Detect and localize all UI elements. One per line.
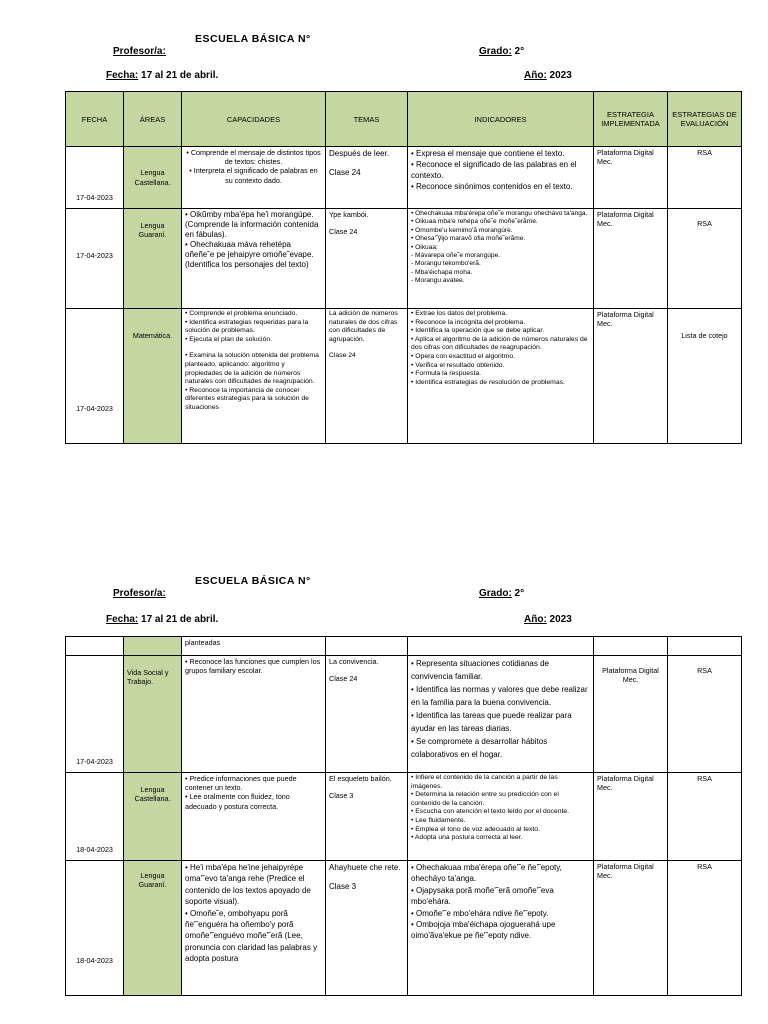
spacer bbox=[185, 344, 322, 352]
school-title: ESCUELA BÁSICA N° bbox=[195, 33, 311, 45]
row-evaluation: RSA bbox=[668, 209, 742, 309]
indicator-line: • Representa situaciones cotidianas de convivencia familiar. bbox=[411, 659, 549, 681]
table-row bbox=[66, 656, 742, 773]
date-value: 17 al 21 de abril. bbox=[138, 70, 219, 81]
plan-table-page2 bbox=[65, 636, 742, 996]
row-topic bbox=[326, 773, 408, 861]
topic-line: Clase 3 bbox=[329, 882, 357, 891]
row-date: 17-04-2023 bbox=[66, 147, 124, 209]
indicator-line: • Se compromete a desarrollar hábitos colaborativos en el hogar. bbox=[411, 737, 548, 759]
row-strategy: Plataforma Digital Mec. bbox=[594, 656, 668, 773]
indicator-line: • Ohechakuaa mba'érepa oñe'˜e ñe'˜epoty, ohecháyo ta'anga. bbox=[411, 863, 562, 884]
row-topic bbox=[326, 147, 408, 209]
indicator-line: • Oikuaa: bbox=[411, 243, 438, 251]
row-indicators bbox=[408, 656, 594, 773]
indicator-line: - Mba'éichapa moha. bbox=[411, 268, 473, 276]
year-value: 2023 bbox=[546, 614, 572, 625]
year-label: Año: bbox=[524, 70, 547, 81]
capacity-line: • Identifica estrategias requeridas para la solución de problemas. bbox=[185, 318, 309, 335]
indicator-line: • Aplica el algoritmo de la adición de números naturales de dos cifras con dificultades de reagrupación. bbox=[411, 335, 588, 352]
indicator-line: • Infiere el contenido de la canción a partir de las imágenes. bbox=[411, 774, 558, 790]
teacher-label: Profesor/a: bbox=[113, 46, 166, 57]
spacer bbox=[329, 666, 404, 674]
indicator-line: • Lee fluidamente. bbox=[411, 816, 466, 824]
grade-field bbox=[479, 46, 524, 57]
grade-value: 2° bbox=[511, 588, 525, 599]
row-capacities bbox=[182, 656, 326, 773]
row-area: Matemática. bbox=[124, 309, 182, 444]
table-row bbox=[66, 147, 742, 209]
row-evaluation: RSA bbox=[668, 147, 742, 209]
row-date: 18-04-2023 bbox=[66, 861, 124, 996]
indicator-line: • Identifica la operación que se debe aplicar. bbox=[411, 327, 545, 335]
topic-line: Clase 24 bbox=[329, 352, 356, 360]
row-capacities bbox=[182, 147, 326, 209]
indicator-line: • Identifica estrategias de resolución de problemas. bbox=[411, 378, 565, 386]
indicator-line: • Identifica las tareas que puede realizar para ayudar en las tareas diarias. bbox=[411, 711, 572, 733]
row-area: Lengua Castellana. bbox=[124, 147, 182, 209]
capacity-line: • Predice informaciones que puede contener un texto. bbox=[185, 774, 297, 793]
topic-line: La convivencia. bbox=[329, 657, 379, 666]
capacity-line: • Ejecuta el plan de solución. bbox=[185, 335, 273, 343]
date-label: Fecha: bbox=[106, 70, 139, 81]
carry-area bbox=[124, 637, 182, 656]
capacity-line: • Oikũmby mba'épa he'i morangúpe. (Comprende la información contenida en fábulas). bbox=[185, 210, 319, 239]
capacity-line: • Comprende el mensaje de distintos tipos de textos: chistes. bbox=[186, 148, 321, 167]
date-field bbox=[106, 70, 218, 81]
row-capacities bbox=[182, 861, 326, 996]
grade-label: Grado: bbox=[479, 46, 512, 57]
row-topic bbox=[326, 656, 408, 773]
topic-line: Después de leer. bbox=[329, 149, 390, 158]
row-indicators bbox=[408, 209, 594, 309]
row-area: Lengua Guaraní. bbox=[124, 209, 182, 309]
capacity-line: • Comprende el problema enunciado. bbox=[185, 310, 298, 317]
spacer bbox=[329, 344, 404, 352]
indicator-line: - Morangu tekombo'erã. bbox=[411, 260, 481, 268]
row-indicators bbox=[408, 147, 594, 209]
table-row bbox=[66, 209, 742, 309]
grade-field bbox=[479, 588, 524, 599]
grade-label: Grado: bbox=[479, 588, 512, 599]
teacher-label: Profesor/a: bbox=[113, 588, 166, 599]
header-estrategia: ESTRATEGIA IMPLEMENTADA bbox=[594, 92, 668, 147]
row-area: Lengua Castellana. bbox=[124, 773, 182, 861]
year-field bbox=[524, 614, 572, 625]
carry-indicators bbox=[408, 637, 594, 656]
topic-line: Clase 3 bbox=[329, 791, 354, 801]
row-strategy: Plataforma Digital Mec. bbox=[594, 773, 668, 861]
indicator-line: • Emplea el tono de voz adecuado al texto. bbox=[411, 825, 540, 833]
indicator-line: • Ohechakuaa mba'érepa oñe˜e morangu ohechávo ta'anga. bbox=[411, 210, 588, 217]
carry-evaluation bbox=[668, 637, 742, 656]
row-evaluation: RSA bbox=[668, 773, 742, 861]
row-strategy: Plataforma Digital Mec. bbox=[594, 147, 668, 209]
header-row bbox=[66, 92, 742, 147]
row-strategy: Plataforma Digital Mec. bbox=[594, 861, 668, 996]
indicator-line: • Ohesa'˜ỹijo maravõ ofia moñe˜erãme. bbox=[411, 235, 526, 243]
capacity-line: • Ohechakuaa máva rehetépa oñeñe˜e pe jehaipyre omoñe˜evape. (Identifica los personajes del texto) bbox=[185, 240, 314, 269]
year-value: 2023 bbox=[546, 70, 572, 81]
row-capacities bbox=[182, 773, 326, 861]
table-row bbox=[66, 637, 742, 656]
header-areas: ÁREAS bbox=[124, 92, 182, 147]
indicator-line: - Morangu avatee. bbox=[411, 277, 465, 285]
row-capacities bbox=[182, 309, 326, 444]
spacer bbox=[329, 783, 404, 791]
indicator-line: • Oikuaa mba'e rehépa oñe˜e moñe˜erãme. bbox=[411, 218, 538, 226]
carry-capacities: planteadas bbox=[182, 637, 326, 656]
row-evaluation: RSA bbox=[668, 861, 742, 996]
date-field bbox=[106, 614, 218, 625]
topic-line: Clase 24 bbox=[329, 227, 358, 237]
capacity-line: • Interpreta el significado de palabras en su contexto dado. bbox=[189, 166, 318, 185]
row-indicators bbox=[408, 773, 594, 861]
indicator-line: • Escucha con atención el texto leído por el docente. bbox=[411, 808, 570, 816]
row-area: Lengua Guaraní. bbox=[124, 861, 182, 996]
grade-value: 2° bbox=[511, 46, 525, 57]
indicator-line: • Opera con exactitud el algoritmo. bbox=[411, 352, 516, 360]
indicator-line: • Verifica el resultado obtenido. bbox=[411, 361, 505, 369]
spacer bbox=[329, 873, 404, 881]
topic-line: El esqueleto bailón. bbox=[329, 774, 392, 783]
topic-line: Clase 24 bbox=[329, 168, 361, 177]
indicator-line: • Ombojoja mba'éichapa ojoguerahá upe oimo'ãva'ekue pe ñe'˜epoty ndive. bbox=[411, 920, 556, 941]
spacer bbox=[329, 159, 404, 167]
date-value: 17 al 21 de abril. bbox=[138, 614, 219, 625]
row-strategy: Plataforma Digital Mec. bbox=[594, 309, 668, 444]
table-row bbox=[66, 861, 742, 996]
indicator-line: • Reconoce la incógnita del problema. bbox=[411, 318, 526, 326]
capacity-line: • Omoñe˜e, ombohyapu porã ñe'˜enguéra ha oñembo'y porã omoñe'˜enguévo moñe'˜erã (Lee, pronuncia con claridad las palabras y adopta postura bbox=[185, 908, 318, 964]
capacity-line: • Reconoce la importancia de conocer diferentes estrategias para la solución de situaciones bbox=[185, 386, 309, 411]
indicator-line: - Mávarepa oñe˜e morangúpe. bbox=[411, 252, 501, 260]
carry-topic bbox=[326, 637, 408, 656]
indicator-line: • Adopta una postura correcta al leer. bbox=[411, 834, 523, 842]
row-strategy: Plataforma Digital Mec. bbox=[594, 209, 668, 309]
indicator-line: • Reconoce el significado de las palabras en el contexto. bbox=[411, 160, 577, 180]
header-indicadores: INDICADORES bbox=[408, 92, 594, 147]
row-capacities bbox=[182, 209, 326, 309]
row-area: Vida Social y Trabajo. bbox=[124, 656, 182, 773]
topic-line: Ype kambói. bbox=[329, 210, 369, 219]
indicator-line: • Ojapysaka porã moñe'˜erã omoñe'˜eva mbo'ehára. bbox=[411, 885, 554, 907]
row-topic bbox=[326, 309, 408, 444]
header-capacidades: CAPACIDADES bbox=[182, 92, 326, 147]
row-indicators bbox=[408, 861, 594, 996]
topic-line: Clase 24 bbox=[329, 674, 358, 684]
indicator-line: • Extrae los datos del problema. bbox=[411, 310, 508, 317]
indicator-line: • Expresa el mensaje que contiene el texto. bbox=[411, 149, 565, 158]
indicator-line: • Reconoce sinónimos contenidos en el texto. bbox=[411, 182, 573, 191]
topic-line: Ahayhuete che rete. bbox=[329, 863, 401, 872]
row-evaluation: RSA bbox=[668, 656, 742, 773]
row-evaluation: Lista de cotejo bbox=[668, 309, 742, 444]
indicator-line: • Omombe'u kemimo'ã morangúre. bbox=[411, 226, 513, 234]
carry-date bbox=[66, 637, 124, 656]
indicator-line: • Omoñe'˜e mbo'ehára ndive ñe'˜epoty. bbox=[411, 908, 549, 918]
table-row bbox=[66, 309, 742, 444]
topic-line: La adición de números naturales de dos cifras con dificultades de agrupación. bbox=[329, 310, 398, 343]
school-title: ESCUELA BÁSICA N° bbox=[195, 575, 311, 587]
carry-strategy bbox=[594, 637, 668, 656]
indicator-line: • Formula la respuesta. bbox=[411, 370, 481, 378]
date-label: Fecha: bbox=[106, 614, 139, 625]
row-date: 17-04-2023 bbox=[66, 309, 124, 444]
year-label: Año: bbox=[524, 614, 547, 625]
row-topic bbox=[326, 861, 408, 996]
capacity-line: • Reconoce las funciones que cumplen los grupos familiary escolar. bbox=[185, 657, 321, 676]
row-date: 17-04-2023 bbox=[66, 209, 124, 309]
indicator-line: • Determina la relación entre su predicción con el contenido de la canción. bbox=[411, 791, 559, 807]
row-indicators bbox=[408, 309, 594, 444]
header-temas: TEMAS bbox=[326, 92, 408, 147]
indicator-line: • Identifica las normas y valores que debe realizar en la familia para la buena convivencia. bbox=[411, 685, 588, 707]
header-fecha: FECHA bbox=[66, 92, 124, 147]
capacity-line: • Lee oralmente con fluidez, tono adecuado y postura correcta. bbox=[185, 792, 290, 811]
capacity-line: • Examina la solución obtenida del problema planteado, aplicando: algoritmo y propiedades de la adición de números naturales con dificultades de reagrupación. bbox=[185, 352, 319, 386]
row-date: 18-04-2023 bbox=[66, 773, 124, 861]
plan-table-page1 bbox=[65, 91, 742, 444]
capacity-line: • He'i mba'épa he'ine jehaipyrépe oma'˜evo ta'anga rehe (Predice el contenido de los textos apoyado de soporte visual). bbox=[185, 863, 311, 907]
year-field bbox=[524, 70, 572, 81]
row-topic bbox=[326, 209, 408, 309]
table-row bbox=[66, 773, 742, 861]
row-date: 17-04-2023 bbox=[66, 656, 124, 773]
header-evaluacion: ESTRATEGIAS DE EVALUACIÓN bbox=[668, 92, 742, 147]
spacer bbox=[329, 219, 404, 227]
